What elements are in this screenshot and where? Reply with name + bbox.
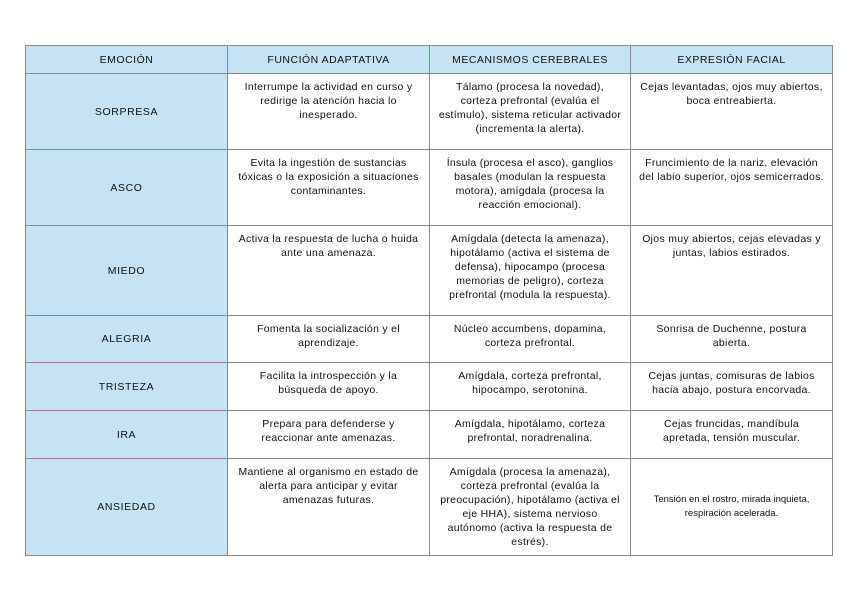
emotion-name: ALEGRIA: [26, 316, 228, 363]
adaptive-function: Activa la respuesta de lucha o huida ante una amenaza.: [228, 226, 430, 316]
table-row: [26, 459, 833, 556]
facial-expression: Cejas juntas, comisuras de labios hacia abajo, postura encorvada.: [631, 363, 833, 411]
brain-mechanisms: Tálamo (procesa la novedad), corteza prefrontal (evalúa el estímulo), sistema reticular activador (incrementa la alerta).: [430, 74, 631, 150]
adaptive-function: Mantiene al organismo en estado de alerta para anticipar y evitar amenazas futuras.: [228, 459, 430, 556]
header-mecanismos: MECANISMOS CEREBRALES: [430, 46, 631, 74]
adaptive-function: Facilita la introspección y la búsqueda de apoyo.: [228, 363, 430, 411]
table-row: [26, 226, 833, 316]
facial-expression: Ojos muy abiertos, cejas elevadas y juntas, labios estirados.: [631, 226, 833, 316]
brain-mechanisms: Amígdala (detecta la amenaza), hipotálamo (activa el sistema de defensa), hipocampo (procesa memorias de peligro), corteza prefrontal (modula la respuesta).: [430, 226, 631, 316]
facial-expression: Sonrisa de Duchenne, postura abierta.: [631, 316, 833, 363]
emotions-table: [25, 45, 833, 556]
facial-expression: Cejas levantadas, ojos muy abiertos, boca entreabierta.: [631, 74, 833, 150]
header-row: [26, 46, 833, 74]
emotion-name: SORPRESA: [26, 74, 228, 150]
table-row: [26, 150, 833, 226]
table-row: [26, 316, 833, 363]
header-funcion: FUNCIÓN ADAPTATIVA: [228, 46, 430, 74]
table-row: [26, 411, 833, 459]
table-row: [26, 363, 833, 411]
emotion-name: TRISTEZA: [26, 363, 228, 411]
table-row: [26, 74, 833, 150]
emotion-name: IRA: [26, 411, 228, 459]
adaptive-function: Fomenta la socialización y el aprendizaje.: [228, 316, 430, 363]
facial-expression: Cejas fruncidas, mandíbula apretada, tensión muscular.: [631, 411, 833, 459]
brain-mechanisms: Ínsula (procesa el asco), ganglios basales (modulan la respuesta motora), amígdala (procesa la reacción emocional).: [430, 150, 631, 226]
brain-mechanisms: Amígdala, corteza prefrontal, hipocampo, serotonina.: [430, 363, 631, 411]
brain-mechanisms: Núcleo accumbens, dopamina, corteza prefrontal.: [430, 316, 631, 363]
brain-mechanisms: Amígdala, hipotálamo, corteza prefrontal, noradrenalina.: [430, 411, 631, 459]
emotion-name: MIEDO: [26, 226, 228, 316]
header-expresion: EXPRESIÓN FACIAL: [631, 46, 833, 74]
header-emocion: EMOCIÓN: [26, 46, 228, 74]
emotion-name: ANSIEDAD: [26, 459, 228, 556]
brain-mechanisms: Amígdala (procesa la amenaza), corteza prefrontal (evalúa la preocupación), hipotálamo (activa el eje HHA), sistema nervioso autónomo (activa la respuesta de estrés).: [430, 459, 631, 556]
adaptive-function: Evita la ingestión de sustancias tóxicas o la exposición a situaciones contaminantes.: [228, 150, 430, 226]
facial-expression: Tensión en el rostro, mirada inquieta, respiración acelerada.: [631, 459, 833, 556]
facial-expression: Fruncimiento de la nariz, elevación del labio superior, ojos semicerrados.: [631, 150, 833, 226]
adaptive-function: Interrumpe la actividad en curso y redirige la atención hacia lo inesperado.: [228, 74, 430, 150]
emotion-name: ASCO: [26, 150, 228, 226]
adaptive-function: Prepara para defenderse y reaccionar ante amenazas.: [228, 411, 430, 459]
